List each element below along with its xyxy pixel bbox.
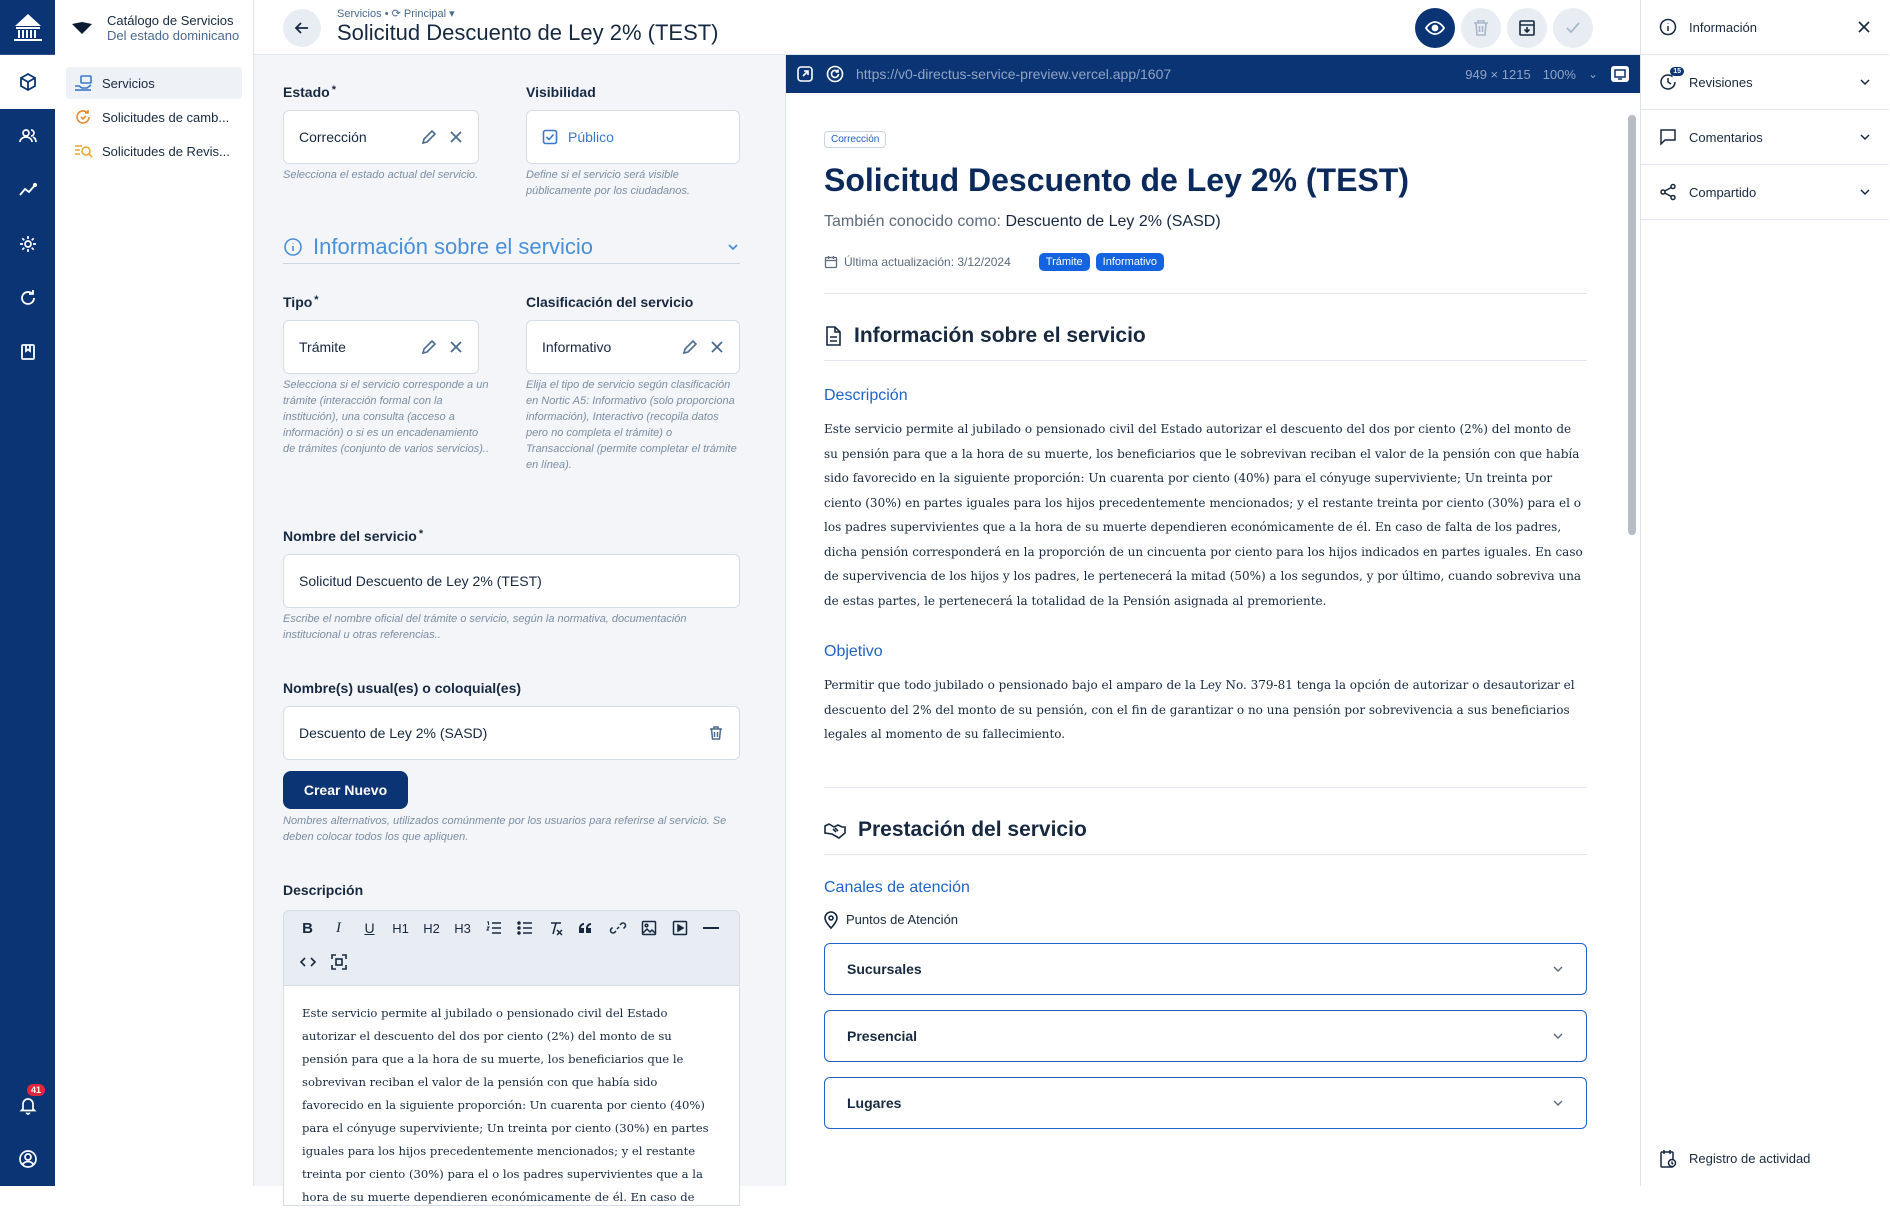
nav-item-solicitudes-revision[interactable]: [66, 135, 242, 167]
puntos-atencion: Puntos de Atención: [824, 911, 1587, 929]
location-pin-icon: [824, 911, 838, 929]
tipo-field[interactable]: [283, 320, 479, 374]
editor-toolbar: [283, 910, 740, 986]
government-logo-icon[interactable]: [0, 0, 55, 55]
preview-zoom[interactable]: 100%: [1542, 66, 1576, 82]
chevron-down-icon: [1859, 188, 1871, 196]
zoom-chevron-icon[interactable]: ⌄: [1587, 67, 1598, 81]
sidebar-label: Revisiones: [1689, 74, 1753, 90]
rail-account-icon[interactable]: [0, 1132, 55, 1186]
back-button[interactable]: [283, 9, 321, 47]
tipo-label: Tipo *: [283, 294, 319, 310]
clasificacion-hint: Elija el tipo de servicio según clasificación en Nortic A5: Informativo (solo proporciona información), Interactivo (recopila datos pero no completa el trámite) o Transaccional (permite completar el trámite en línea).: [526, 379, 737, 471]
sidebar-comments[interactable]: [1641, 110, 1889, 165]
blockquote-icon[interactable]: [571, 913, 602, 943]
clear-icon[interactable]: [710, 340, 724, 354]
bookmark-icon: ⟳: [391, 8, 401, 20]
chevron-down-icon: [1859, 78, 1871, 86]
section-informacion[interactable]: [283, 230, 740, 264]
preview-section-prestacion: Prestación del servicio: [824, 818, 1587, 855]
nombre-hint: Escribe el nombre oficial del trámite o servicio, según la normativa, documentación institucional u otras referencias..: [283, 613, 687, 641]
colloquial-value: Descuento de Ley 2% (SASD): [299, 725, 488, 741]
save-button[interactable]: [1553, 8, 1593, 48]
last-updated: Última actualización: 3/12/2024: [844, 255, 1011, 269]
video-icon[interactable]: [664, 913, 695, 943]
document-icon: [824, 326, 842, 346]
preview-toggle-button[interactable]: [1415, 8, 1455, 48]
sidebar-shared[interactable]: [1641, 165, 1889, 220]
desc-title: Descripción: [824, 387, 908, 404]
estado-hint: Selecciona el estado actual del servicio.: [283, 169, 479, 181]
nombre-value: Solicitud Descuento de Ley 2% (TEST): [299, 573, 542, 589]
clasificacion-value: Informativo: [542, 339, 612, 355]
info-sidebar: [1640, 0, 1889, 1186]
trash-icon: [1473, 19, 1489, 37]
share-icon: [1659, 183, 1677, 201]
bullet-list-icon[interactable]: [509, 913, 540, 943]
icon-rail: [0, 0, 55, 1186]
handshake-icon: [824, 821, 846, 839]
tipo-value: Trámite: [299, 339, 346, 355]
rail-docs-icon[interactable]: [0, 325, 55, 379]
sidebar-label: Compartido: [1689, 184, 1757, 200]
h2-button[interactable]: H2: [423, 920, 440, 936]
nombre-label: Nombre del servicio *: [283, 528, 424, 544]
canales-title: Canales de atención: [824, 878, 970, 896]
estado-value: Corrección: [299, 129, 367, 145]
image-icon[interactable]: [633, 913, 664, 943]
accordion-sucursales[interactable]: Sucursales: [824, 943, 1587, 995]
nav-item-solicitudes-cambio[interactable]: [66, 101, 242, 133]
change-request-icon: [74, 108, 94, 126]
rail-insights-icon[interactable]: [0, 163, 55, 217]
edit-icon[interactable]: [421, 129, 437, 145]
review-request-icon: [74, 142, 94, 160]
obj-title: Objetivo: [824, 643, 883, 660]
preview-toolbar: [786, 55, 1640, 93]
chevron-down-icon: [1552, 1099, 1564, 1107]
accordion-presencial[interactable]: Presencial: [824, 1010, 1587, 1062]
code-icon[interactable]: [292, 947, 323, 977]
chevron-down-icon: [726, 240, 740, 254]
crear-nuevo-button[interactable]: Crear Nuevo: [283, 771, 408, 809]
rail-notifications-icon[interactable]: [0, 1078, 55, 1132]
preview-scrollbar[interactable]: [1628, 115, 1636, 535]
comment-icon: [1659, 128, 1677, 146]
sidebar-label: Información: [1689, 19, 1757, 35]
breadcrumb-principal[interactable]: Principal: [403, 8, 447, 20]
colloquial-hint: Nombres alternativos, utilizados comúnmente por los usuarios para referirse al servicio. Se deben colocar todos los que apliquen.: [283, 815, 727, 843]
chip-tramite: Trámite: [1039, 253, 1090, 271]
colloquial-item[interactable]: [283, 706, 740, 760]
fullscreen-icon[interactable]: [323, 947, 354, 977]
ordered-list-icon[interactable]: [478, 913, 509, 943]
app-subtitle: Del estado dominicano: [107, 27, 240, 43]
nombre-input[interactable]: [283, 554, 740, 608]
sidebar-revisions[interactable]: [1641, 55, 1889, 110]
bold-button[interactable]: B: [302, 919, 313, 937]
project-header[interactable]: [55, 0, 253, 55]
nav-sidebar: [55, 0, 254, 1186]
live-preview: [785, 55, 1640, 1186]
preview-url[interactable]: https://v0-directus-service-preview.vercel.app/1607: [856, 66, 1172, 82]
info-icon: [283, 237, 303, 257]
nav-item-label: Solicitudes de Revis...: [102, 143, 230, 159]
delete-icon[interactable]: [708, 725, 724, 741]
obj-text: Permitir que todo jubilado o pensionado bajo el amparo de la Ley No. 379-81 tenga la opción de autorizar o desautorizar el descuento del 2% del monto de su pensión, con el fin de garantizar o no una pensión por sobrevivencia a sus beneficiarios legales al momento de su fallecimiento.: [824, 678, 1575, 741]
link-icon[interactable]: [602, 913, 633, 943]
rail-flows-icon[interactable]: [0, 271, 55, 325]
estado-label: Estado *: [283, 84, 336, 100]
info-icon: [1659, 18, 1677, 36]
edit-form: [254, 0, 785, 1204]
revisions-badge: 15: [1670, 67, 1684, 76]
estado-field[interactable]: [283, 110, 479, 164]
activity-log[interactable]: [1641, 1131, 1890, 1186]
app-title: Catálogo de Servicios: [107, 12, 234, 28]
nav-item-servicios[interactable]: [66, 67, 242, 99]
chip-informativo: Informativo: [1096, 253, 1164, 271]
calendar-icon: [824, 255, 838, 269]
preview-meta: [824, 253, 1587, 271]
breadcrumb-separator: •: [384, 8, 389, 20]
rail-settings-icon[interactable]: [0, 217, 55, 271]
preview-aka: También conocido como: Descuento de Ley 2% (SASD): [824, 213, 1221, 230]
notification-badge: 41: [27, 1084, 45, 1096]
activity-log-label: Registro de actividad: [1689, 1151, 1811, 1166]
visibilidad-label: Visibilidad: [526, 84, 596, 100]
clear-format-icon[interactable]: [540, 913, 571, 943]
check-icon: [1565, 21, 1581, 35]
edit-icon[interactable]: [682, 339, 698, 355]
clasificacion-label: Clasificación del servicio: [526, 294, 694, 310]
nav-item-label: Solicitudes de camb...: [102, 109, 230, 125]
activity-log-icon: [1659, 1149, 1677, 1169]
page-title: Solicitud Descuento de Ley 2% (TEST): [337, 20, 719, 45]
arrow-left-icon: [294, 20, 310, 36]
h1-button[interactable]: H1: [392, 920, 409, 936]
visibilidad-checkbox[interactable]: [526, 110, 740, 164]
tipo-hint: Selecciona si el servicio corresponde a un trámite (interacción formal con la institución), una consulta (acceso a información) o si es un encadenamiento de trámites (conjunto de varios servicios)..: [283, 379, 490, 455]
delete-button[interactable]: [1461, 8, 1501, 48]
descripcion-editor[interactable]: Este servicio permite al jubilado o pensionado civil del Estado autorizar el descuento del dos por ciento (2%) del monto de su pensión para que a la hora de su muerte, los beneficiarios que le sobrevivan reciban el valor de la pensión con que había sido favorecido en la siguiente proporción: Un cuarenta por ciento (40%) para el cónyuge superviviente; Un treinta por ciento (30%) en partes iguales para los hijos precedentemente mencionados; y el restante treinta por ciento (30%) para el o los padres supervivientes que a la hora de su muerte dependieren económicamente de él. En caso de: [283, 986, 740, 1206]
preview-dimensions[interactable]: 949 × 1215: [1465, 66, 1531, 82]
edit-icon[interactable]: [421, 339, 437, 355]
desc-text: Este servicio permite al jubilado o pensionado civil del Estado autorizar el descuento del dos por ciento (2%) del monto de su pensión para que a la hora de su muerte, los beneficiarios que le sobrevivan reciban el valor de la pensión con que había sido favorecido en la siguiente proporción: Un cuarenta por ciento (40%) para el cónyuge superviviente; Un treinta por ciento (30%) en partes iguales para los hijos precedentemente mencionados; y el restante treinta por ciento (30%) para el o los padres supervivientes que a la hora de su muerte dependieren económicamente de él. En caso de falta de los padres, dicha pensión corresponderá en la proporción de un cincuenta por ciento para los hijos indicados en partes iguales. En caso de supervivencia de los hijos y los padres, le pertenecerá la mitad (50%) a los segundos, y por último, cuando sobreviva una de estas partes, le pertenecerá la totalidad de la Pensión asignada al premoriente.: [824, 422, 1583, 608]
sidebar-information[interactable]: [1641, 0, 1889, 55]
caret-down-icon: ▾: [449, 8, 455, 20]
chevron-down-icon: [1552, 1032, 1564, 1040]
clear-icon[interactable]: [449, 340, 463, 354]
horizontal-rule-icon[interactable]: [695, 913, 726, 943]
archive-icon: [1518, 19, 1536, 37]
open-external-icon[interactable]: [796, 65, 814, 83]
archive-button[interactable]: [1507, 8, 1547, 48]
preview-section-info: Información sobre el servicio: [824, 324, 1587, 361]
section-title: Información sobre el servicio: [313, 233, 594, 259]
chevron-down-icon: [1859, 133, 1871, 141]
breadcrumb[interactable]: [337, 7, 455, 20]
visibilidad-hint: Define si el servicio será visible públicamente por los ciudadanos.: [526, 169, 690, 197]
italic-button[interactable]: I: [336, 919, 341, 936]
breadcrumb-servicios[interactable]: Servicios: [337, 8, 382, 20]
page-header: [254, 0, 1640, 55]
status-tag: Corrección: [824, 131, 886, 148]
close-icon[interactable]: [1857, 20, 1871, 34]
colloquial-label: Nombre(s) usual(es) o coloquial(es): [283, 680, 522, 696]
project-logo-icon: [71, 21, 93, 35]
eye-icon: [1425, 21, 1445, 35]
service-icon: [74, 74, 94, 92]
underline-button[interactable]: U: [364, 920, 375, 936]
preview-title: Solicitud Descuento de Ley 2% (TEST): [824, 162, 1409, 198]
rail-content-icon[interactable]: [0, 55, 55, 109]
visibilidad-value: Público: [568, 129, 614, 145]
descripcion-label: Descripción: [283, 882, 364, 898]
checkbox-checked-icon: [542, 129, 558, 145]
clasificacion-field[interactable]: [526, 320, 740, 374]
nav-item-label: Servicios: [102, 75, 155, 91]
chevron-down-icon: [1552, 965, 1564, 973]
refresh-icon[interactable]: [826, 65, 844, 83]
device-toggle-icon[interactable]: [1610, 65, 1630, 83]
clear-icon[interactable]: [449, 130, 463, 144]
rail-users-icon[interactable]: [0, 109, 55, 163]
accordion-lugares[interactable]: Lugares: [824, 1077, 1587, 1129]
h3-button[interactable]: H3: [454, 920, 471, 936]
sidebar-label: Comentarios: [1689, 129, 1763, 145]
